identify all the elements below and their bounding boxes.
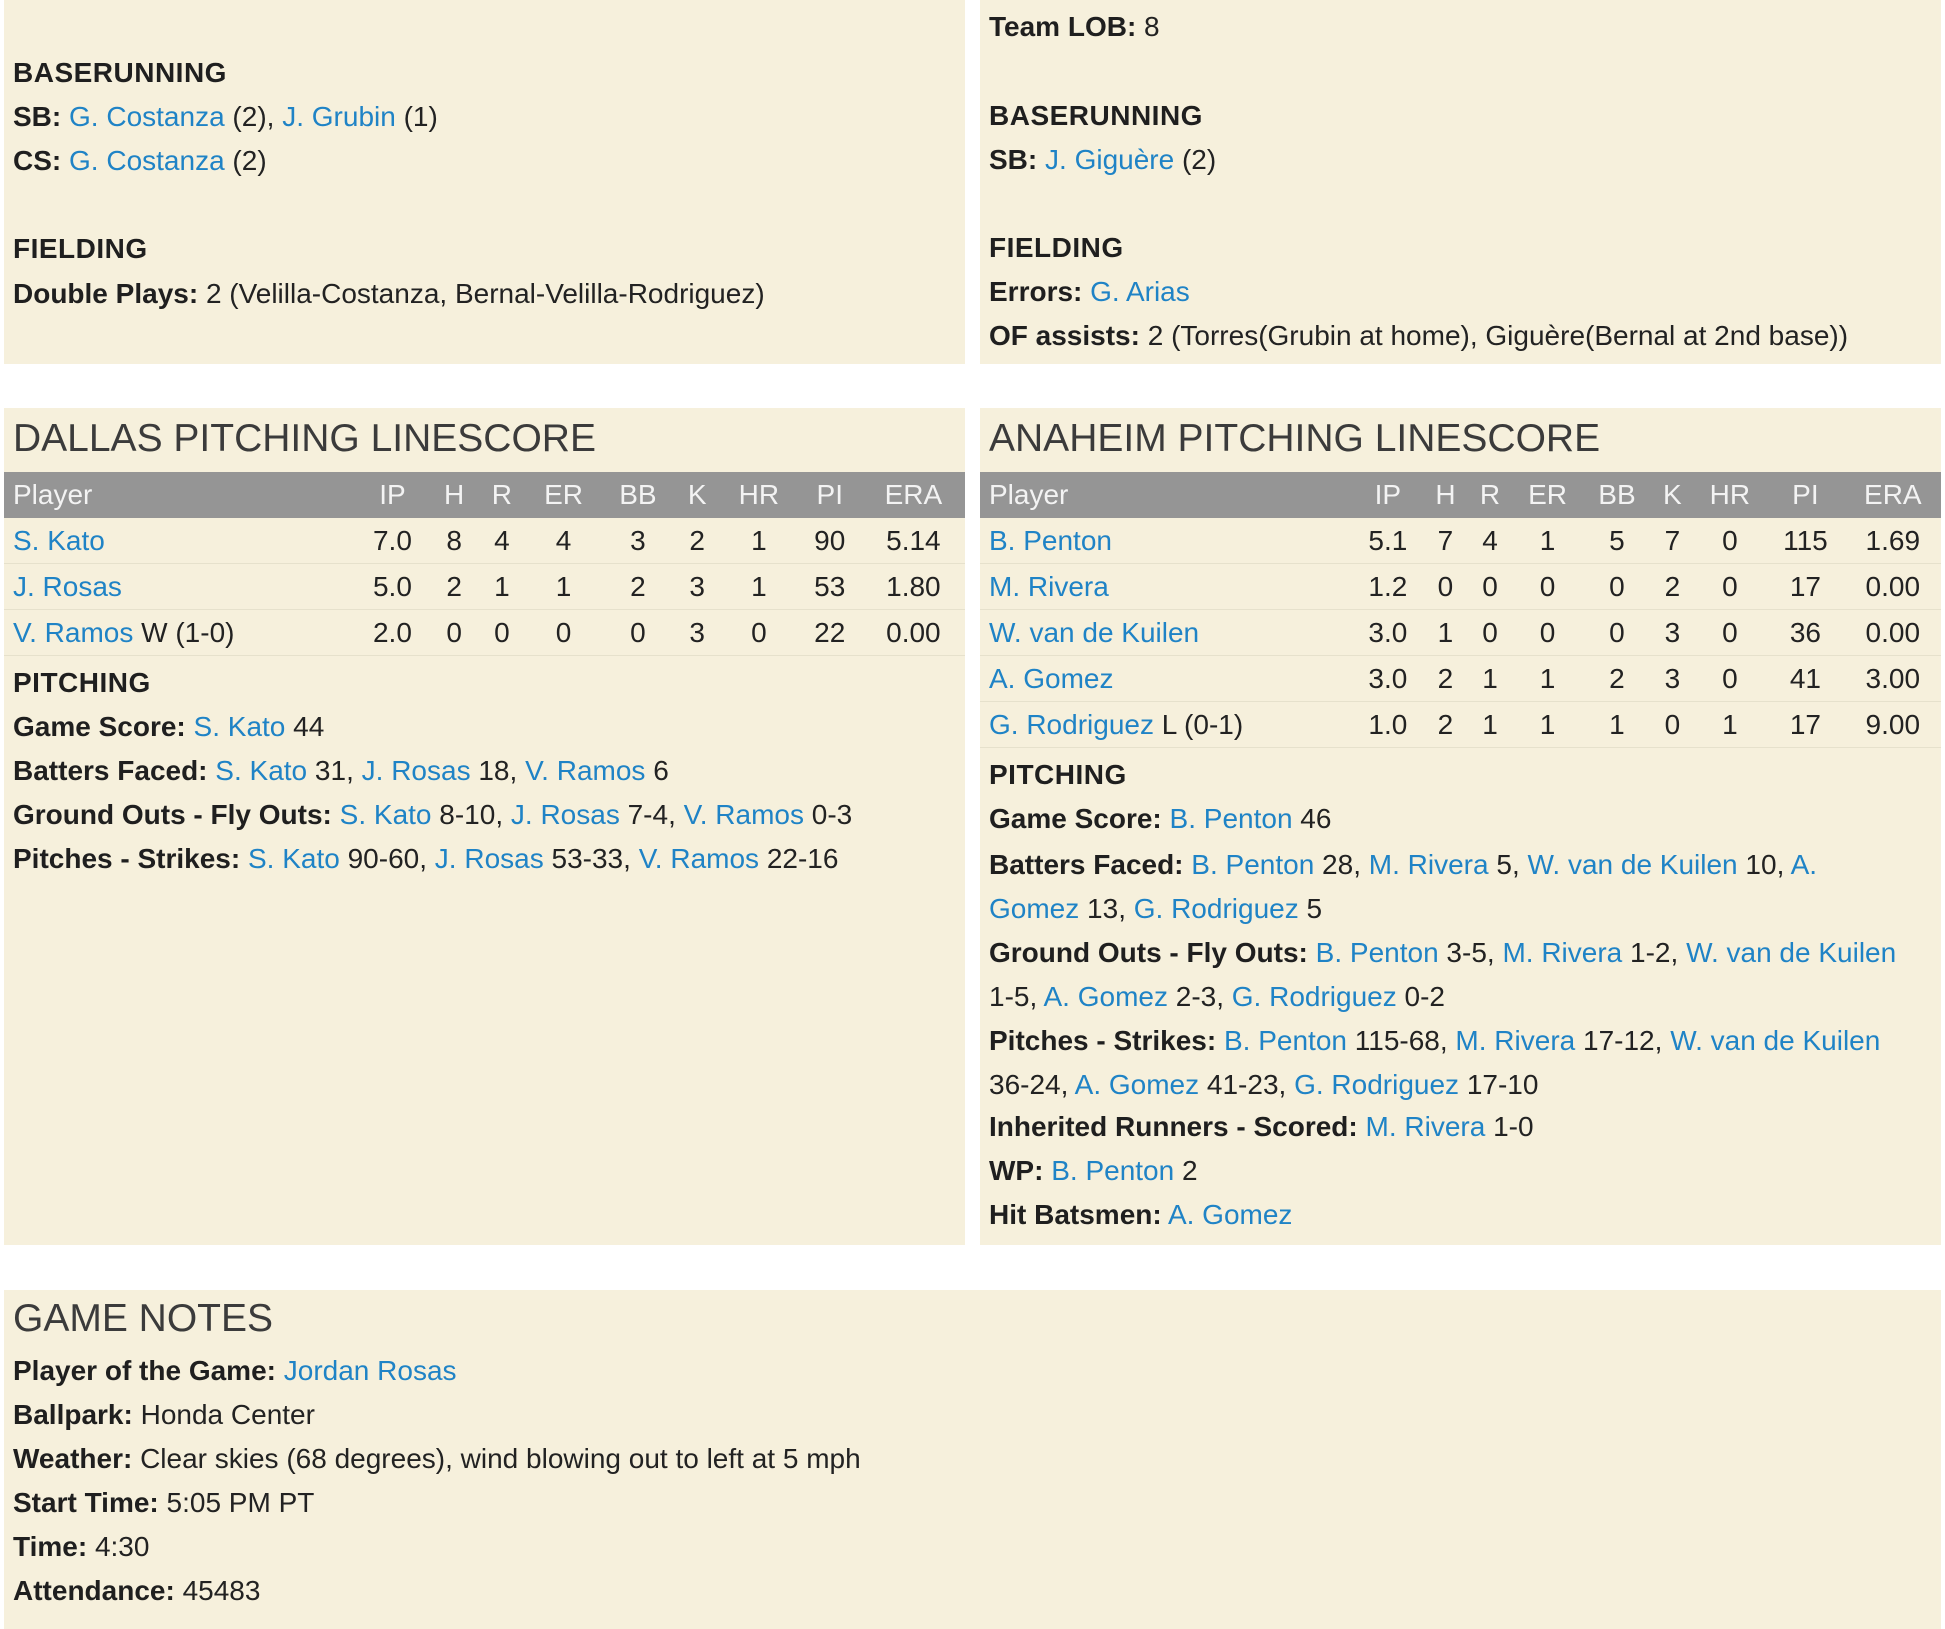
table-row bbox=[4, 564, 965, 610]
stat-cell: 3 bbox=[674, 610, 720, 656]
column-header-r: R bbox=[1468, 472, 1513, 518]
column-header-bb: BB bbox=[1583, 472, 1651, 518]
stat-cell: 0 bbox=[1468, 564, 1513, 610]
stat-cell: 90 bbox=[798, 518, 862, 564]
stat-cell: 1.2 bbox=[1353, 564, 1424, 610]
stat-cell: 7 bbox=[1423, 518, 1468, 564]
stat-value: 115-68 bbox=[1346, 1025, 1440, 1056]
table-row bbox=[980, 702, 1941, 748]
stat-cell: 3 bbox=[601, 518, 674, 564]
stat-cell: 0.00 bbox=[1845, 610, 1941, 656]
table-row bbox=[980, 656, 1941, 702]
stat-cell: 0.00 bbox=[1845, 564, 1941, 610]
column-header-ip: IP bbox=[355, 472, 431, 518]
stat-value: 10 bbox=[1737, 849, 1777, 880]
anaheim-pitching-header: PITCHING bbox=[989, 759, 1127, 790]
player-cell bbox=[980, 702, 1353, 748]
stat-value: 41-23 bbox=[1199, 1069, 1279, 1100]
stat-cell: 1 bbox=[526, 564, 601, 610]
stat-value: 2 bbox=[1174, 1155, 1198, 1186]
separator: , bbox=[419, 843, 435, 874]
note-label: Ground Outs - Fly Outs: bbox=[13, 799, 332, 830]
separator: , bbox=[668, 799, 684, 830]
stat-cell: 2 bbox=[1583, 656, 1651, 702]
stat-cell: 1.0 bbox=[1353, 702, 1424, 748]
dallas-sb-line bbox=[13, 97, 956, 137]
separator: , bbox=[1353, 849, 1369, 880]
dallas-sb-list bbox=[69, 101, 438, 132]
anaheim-wp-line bbox=[989, 1151, 1932, 1191]
stat-cell: 22 bbox=[798, 610, 862, 656]
stat-value: (2) bbox=[1174, 144, 1217, 175]
note-label: Game Score: bbox=[989, 803, 1162, 834]
player-cell bbox=[980, 610, 1353, 656]
note-label: Pitches - Strikes: bbox=[13, 843, 241, 874]
stat-value: 13 bbox=[1079, 893, 1119, 924]
player-link[interactable]: A. Gomez bbox=[1167, 1199, 1293, 1230]
stat-value: 0-3 bbox=[804, 799, 853, 830]
player-of-game-line bbox=[13, 1351, 1932, 1391]
anaheim-baserunning-fielding-panel bbox=[980, 0, 1941, 364]
attendance-label: Attendance: bbox=[13, 1575, 175, 1606]
stat-value: (2) bbox=[224, 101, 267, 132]
stat-value: 46 bbox=[1292, 803, 1332, 834]
player-link[interactable]: G. Costanza bbox=[69, 101, 225, 132]
player-link[interactable]: A. Gomez bbox=[989, 849, 1818, 924]
stat-cell: 0 bbox=[1423, 564, 1468, 610]
stat-cell: 17 bbox=[1766, 702, 1844, 748]
stat-value: 31 bbox=[307, 755, 347, 786]
dallas-double-plays-value: 2 (Velilla-Costanza, Bernal-Velilla-Rodriguez) bbox=[198, 278, 765, 309]
table-row bbox=[980, 518, 1941, 564]
note-label: Inherited Runners - Scored: bbox=[989, 1111, 1358, 1142]
game-notes-title: GAME NOTES bbox=[13, 1297, 274, 1340]
table-header-row bbox=[4, 472, 965, 518]
stat-value: 0-2 bbox=[1396, 981, 1445, 1012]
stat-cell: 3.00 bbox=[1845, 656, 1941, 702]
player-link[interactable]: G. Rodriguez bbox=[1231, 981, 1397, 1012]
stat-cell: 2 bbox=[1423, 656, 1468, 702]
player-link[interactable]: A. Gomez bbox=[1043, 981, 1168, 1012]
pitching-note-line bbox=[13, 751, 956, 791]
stat-cell: 3.0 bbox=[1353, 610, 1424, 656]
stat-cell: 17 bbox=[1766, 564, 1844, 610]
stat-cell: 7.0 bbox=[355, 518, 431, 564]
stat-cell: 0 bbox=[526, 610, 601, 656]
note-label: Pitches - Strikes: bbox=[989, 1025, 1217, 1056]
player-link[interactable]: V. Ramos bbox=[683, 799, 804, 830]
player-link[interactable]: M. Rivera bbox=[1455, 1025, 1576, 1056]
stat-cell: 0 bbox=[1694, 656, 1767, 702]
stat-cell: 0 bbox=[1583, 564, 1651, 610]
table-row bbox=[4, 518, 965, 564]
column-header-era: ERA bbox=[1845, 472, 1941, 518]
stat-value: 5 bbox=[1298, 893, 1323, 924]
anaheim-hit-batsmen-line bbox=[989, 1195, 1932, 1235]
player-link[interactable]: J. Rosas bbox=[434, 843, 544, 874]
player-link[interactable]: S. Kato bbox=[247, 843, 340, 874]
stat-cell: 1 bbox=[1512, 518, 1582, 564]
stat-cell: 9.00 bbox=[1845, 702, 1941, 748]
player-link[interactable]: S. Kato bbox=[339, 799, 432, 830]
anaheim-ground-fly-outs-line bbox=[989, 931, 1921, 1019]
anaheim-errors-label: Errors: bbox=[989, 276, 1083, 307]
stat-value: 5 bbox=[1488, 849, 1512, 880]
separator: , bbox=[1118, 893, 1134, 924]
stat-value: 17-12 bbox=[1575, 1025, 1655, 1056]
stat-cell: 0 bbox=[1583, 610, 1651, 656]
dallas-sb-label: SB: bbox=[13, 101, 62, 132]
dallas-double-plays-label: Double Plays: bbox=[13, 278, 199, 309]
separator: , bbox=[1486, 937, 1503, 968]
column-header-pi: PI bbox=[1766, 472, 1844, 518]
stat-value: 2-3 bbox=[1167, 981, 1217, 1012]
stat-value: 44 bbox=[285, 711, 325, 742]
stat-cell: 0 bbox=[601, 610, 674, 656]
stat-cell: 36 bbox=[1766, 610, 1844, 656]
stat-value: (1) bbox=[395, 101, 438, 132]
stat-cell: 0 bbox=[1694, 564, 1767, 610]
player-link[interactable]: B. Penton bbox=[1169, 803, 1293, 834]
column-header-pi: PI bbox=[798, 472, 862, 518]
player-link[interactable]: W. van de Kuilen bbox=[989, 616, 1200, 648]
player-link[interactable]: M. Rivera bbox=[1365, 1111, 1486, 1142]
dallas-pitching-header: PITCHING bbox=[13, 667, 151, 698]
table-row bbox=[4, 610, 965, 656]
separator: , bbox=[509, 755, 526, 786]
player-link[interactable]: M. Rivera bbox=[1502, 937, 1623, 968]
dallas-fielding-header: FIELDING bbox=[13, 233, 148, 264]
separator: , bbox=[1511, 849, 1528, 880]
stat-value: 22-16 bbox=[759, 843, 839, 874]
stat-cell: 1 bbox=[1583, 702, 1651, 748]
pitching-note-line bbox=[13, 707, 956, 747]
stat-value: 28 bbox=[1314, 849, 1354, 880]
player-link[interactable]: V. Ramos bbox=[638, 843, 760, 874]
start-time-value: 5:05 PM PT bbox=[158, 1487, 315, 1518]
table-header-row bbox=[980, 472, 1941, 518]
pitching-note-line bbox=[13, 795, 956, 835]
note-label: WP: bbox=[989, 1155, 1044, 1186]
note-label: Ground Outs - Fly Outs: bbox=[989, 937, 1308, 968]
anaheim-inherited-runners-line bbox=[989, 1107, 1932, 1147]
stat-cell: 0 bbox=[1651, 702, 1693, 748]
separator: , bbox=[266, 101, 283, 132]
stat-cell: 0 bbox=[1512, 564, 1582, 610]
stat-cell: 5 bbox=[1583, 518, 1651, 564]
weather-line bbox=[13, 1439, 1932, 1479]
player-link[interactable]: J. Rosas bbox=[510, 799, 620, 830]
column-header-k: K bbox=[1651, 472, 1693, 518]
column-header-ip: IP bbox=[1353, 472, 1424, 518]
decision-note: L (0-1) bbox=[1153, 708, 1244, 740]
stat-cell: 4 bbox=[526, 518, 601, 564]
note-label: Batters Faced: bbox=[989, 849, 1184, 880]
stat-cell: 0 bbox=[1694, 610, 1767, 656]
column-header-player: Player bbox=[4, 472, 355, 518]
player-link[interactable]: J. Rosas bbox=[361, 755, 471, 786]
stat-value: 1-0 bbox=[1485, 1111, 1534, 1142]
stat-value: 1-5 bbox=[989, 981, 1030, 1012]
dallas-cs-list bbox=[69, 145, 267, 176]
player-link[interactable]: M. Rivera bbox=[989, 570, 1109, 602]
player-cell bbox=[980, 564, 1353, 610]
player-link[interactable]: B. Penton bbox=[1191, 849, 1315, 880]
weather-label: Weather: bbox=[13, 1443, 133, 1474]
table-row bbox=[980, 564, 1941, 610]
anaheim-sb-label: SB: bbox=[989, 144, 1038, 175]
player-of-game-link[interactable]: Jordan Rosas bbox=[283, 1355, 457, 1386]
anaheim-fielding-header: FIELDING bbox=[989, 232, 1124, 263]
player-cell bbox=[4, 564, 355, 610]
stat-cell: 1 bbox=[478, 564, 526, 610]
dallas-cs-line bbox=[13, 141, 956, 181]
stat-cell: 1 bbox=[1468, 702, 1513, 748]
dallas-cs-label: CS: bbox=[13, 145, 62, 176]
note-label: Hit Batsmen: bbox=[989, 1199, 1162, 1230]
anaheim-team-lob-label: Team LOB: bbox=[989, 11, 1137, 42]
player-link[interactable]: B. Penton bbox=[1051, 1155, 1175, 1186]
start-time-label: Start Time: bbox=[13, 1487, 159, 1518]
anaheim-pitching-table bbox=[980, 472, 1941, 748]
stat-value: 53-33 bbox=[543, 843, 624, 874]
player-link[interactable]: J. Giguère bbox=[1045, 144, 1175, 175]
attendance-value: 45483 bbox=[174, 1575, 261, 1606]
separator: , bbox=[346, 755, 362, 786]
player-link[interactable]: G. Costanza bbox=[69, 145, 225, 176]
column-header-era: ERA bbox=[862, 472, 965, 518]
start-time-line bbox=[13, 1483, 1932, 1523]
stat-cell: 0 bbox=[1512, 610, 1582, 656]
time-label: Time: bbox=[13, 1531, 88, 1562]
player-cell bbox=[4, 518, 355, 564]
anaheim-baserunning-header: BASERUNNING bbox=[989, 100, 1203, 131]
stat-value: 3-5 bbox=[1438, 937, 1487, 968]
stat-cell: 1 bbox=[720, 518, 798, 564]
stat-cell: 4 bbox=[1468, 518, 1513, 564]
player-link[interactable]: G. Rodriguez bbox=[1294, 1069, 1460, 1100]
column-header-r: R bbox=[478, 472, 526, 518]
stat-cell: 2 bbox=[601, 564, 674, 610]
player-cell bbox=[4, 610, 355, 656]
dallas-pitching-panel bbox=[4, 408, 965, 1245]
time-line bbox=[13, 1527, 1932, 1567]
dallas-baserunning-fielding-panel bbox=[4, 0, 965, 364]
player-link[interactable]: G. Rodriguez bbox=[1133, 893, 1299, 924]
stat-value: 90-60 bbox=[339, 843, 420, 874]
player-link[interactable]: V. Ramos bbox=[525, 755, 646, 786]
stat-value: 17-10 bbox=[1459, 1069, 1539, 1100]
column-header-bb: BB bbox=[601, 472, 674, 518]
column-header-er: ER bbox=[526, 472, 601, 518]
stat-value: 6 bbox=[645, 755, 669, 786]
anaheim-errors-line bbox=[989, 272, 1932, 312]
player-link[interactable]: A. Gomez bbox=[989, 662, 1114, 694]
note-label: Game Score: bbox=[13, 711, 186, 742]
column-header-k: K bbox=[674, 472, 720, 518]
stat-cell: 8 bbox=[430, 518, 478, 564]
player-link[interactable]: W. van de Kuilen bbox=[1670, 1025, 1881, 1056]
stat-cell: 1 bbox=[1423, 610, 1468, 656]
weather-value: Clear skies (68 degrees), wind blowing out to left at 5 mph bbox=[132, 1443, 861, 1474]
separator: , bbox=[1439, 1025, 1456, 1056]
stat-value: (2) bbox=[224, 145, 267, 176]
stat-cell: 1.80 bbox=[862, 564, 965, 610]
table-row bbox=[980, 610, 1941, 656]
stat-cell: 0 bbox=[430, 610, 478, 656]
player-link[interactable]: J. Rosas bbox=[13, 570, 122, 602]
stat-cell: 3 bbox=[1651, 610, 1693, 656]
time-value: 4:30 bbox=[87, 1531, 150, 1562]
player-link[interactable]: A. Gomez bbox=[1074, 1069, 1200, 1100]
decision-note: W (1-0) bbox=[133, 616, 235, 648]
anaheim-batters-faced-line bbox=[989, 843, 1871, 931]
stat-cell: 5.1 bbox=[1353, 518, 1424, 564]
anaheim-team-lob-line bbox=[989, 7, 1932, 47]
separator: , bbox=[623, 843, 639, 874]
ballpark-value: Honda Center bbox=[132, 1399, 315, 1430]
stat-value: 1-2 bbox=[1622, 937, 1671, 968]
anaheim-pitches-strikes-line bbox=[989, 1019, 1921, 1107]
player-link[interactable]: B. Penton bbox=[1315, 937, 1439, 968]
stat-cell: 0 bbox=[720, 610, 798, 656]
dallas-double-plays-line bbox=[13, 274, 956, 314]
stat-cell: 1 bbox=[720, 564, 798, 610]
stat-cell: 1 bbox=[1512, 702, 1582, 748]
player-link[interactable]: G. Rodriguez bbox=[989, 708, 1154, 740]
stat-cell: 5.14 bbox=[862, 518, 965, 564]
stat-cell: 3 bbox=[1651, 656, 1693, 702]
stat-value: 18 bbox=[470, 755, 510, 786]
stat-cell: 0 bbox=[1694, 518, 1767, 564]
column-header-hr: HR bbox=[720, 472, 798, 518]
player-link[interactable]: B. Penton bbox=[1223, 1025, 1347, 1056]
anaheim-sb-line bbox=[989, 140, 1932, 180]
anaheim-sb-list bbox=[1045, 144, 1216, 175]
stat-cell: 1 bbox=[1468, 656, 1513, 702]
stat-value: 8-10 bbox=[431, 799, 496, 830]
note-label: Batters Faced: bbox=[13, 755, 208, 786]
pitching-note-line bbox=[13, 839, 956, 879]
player-link[interactable]: M. Rivera bbox=[1368, 849, 1489, 880]
anaheim-pitching-panel bbox=[980, 408, 1941, 1245]
column-header-h: H bbox=[430, 472, 478, 518]
stat-cell: 2 bbox=[1423, 702, 1468, 748]
anaheim-errors-player-link[interactable]: G. Arias bbox=[1090, 276, 1190, 307]
column-header-hr: HR bbox=[1694, 472, 1767, 518]
stat-value: 36-24 bbox=[989, 1069, 1061, 1100]
player-link[interactable]: S. Kato bbox=[215, 755, 308, 786]
separator: , bbox=[1060, 1069, 1075, 1100]
stat-cell: 1 bbox=[1512, 656, 1582, 702]
stat-cell: 0.00 bbox=[862, 610, 965, 656]
anaheim-pitching-title: ANAHEIM PITCHING LINESCORE bbox=[989, 417, 1601, 460]
column-header-h: H bbox=[1423, 472, 1468, 518]
player-link[interactable]: J. Grubin bbox=[282, 101, 396, 132]
anaheim-of-assists-line bbox=[989, 316, 1932, 356]
stat-cell: 3 bbox=[674, 564, 720, 610]
stat-cell: 3.0 bbox=[1353, 656, 1424, 702]
player-of-game-label: Player of the Game: bbox=[13, 1355, 276, 1386]
stat-cell: 2 bbox=[1651, 564, 1693, 610]
dallas-baserunning-header: BASERUNNING bbox=[13, 57, 227, 88]
ballpark-line bbox=[13, 1395, 1932, 1435]
dallas-pitching-table bbox=[4, 472, 965, 656]
ballpark-label: Ballpark: bbox=[13, 1399, 133, 1430]
attendance-line bbox=[13, 1571, 1932, 1611]
stat-cell: 41 bbox=[1766, 656, 1844, 702]
separator: , bbox=[1776, 849, 1791, 880]
stat-cell: 1 bbox=[1694, 702, 1767, 748]
player-link[interactable]: S. Kato bbox=[193, 711, 286, 742]
stat-cell: 0 bbox=[1468, 610, 1513, 656]
stat-cell: 53 bbox=[798, 564, 862, 610]
anaheim-game-score-line bbox=[989, 799, 1932, 839]
stat-cell: 1.69 bbox=[1845, 518, 1941, 564]
stat-cell: 5.0 bbox=[355, 564, 431, 610]
separator: , bbox=[1654, 1025, 1671, 1056]
stat-cell: 2 bbox=[430, 564, 478, 610]
player-link[interactable]: W. van de Kuilen bbox=[1686, 937, 1897, 968]
separator: , bbox=[495, 799, 511, 830]
stat-cell: 0 bbox=[478, 610, 526, 656]
stat-cell: 115 bbox=[1766, 518, 1844, 564]
stat-cell: 7 bbox=[1651, 518, 1693, 564]
separator: , bbox=[1029, 981, 1044, 1012]
player-cell bbox=[980, 518, 1353, 564]
player-link[interactable]: B. Penton bbox=[989, 524, 1112, 556]
column-header-player: Player bbox=[980, 472, 1353, 518]
anaheim-of-assists-value: 2 (Torres(Grubin at home), Giguère(Bernal at 2nd base)) bbox=[1139, 320, 1849, 351]
separator: , bbox=[1278, 1069, 1295, 1100]
player-link[interactable]: V. Ramos bbox=[13, 616, 134, 648]
player-link[interactable]: W. van de Kuilen bbox=[1527, 849, 1738, 880]
separator: , bbox=[1216, 981, 1232, 1012]
stat-value: 7-4 bbox=[619, 799, 669, 830]
player-cell bbox=[980, 656, 1353, 702]
stat-cell: 2.0 bbox=[355, 610, 431, 656]
separator: , bbox=[1670, 937, 1687, 968]
column-header-er: ER bbox=[1512, 472, 1582, 518]
game-notes-panel bbox=[4, 1290, 1941, 1629]
stat-cell: 2 bbox=[674, 518, 720, 564]
player-link[interactable]: S. Kato bbox=[13, 524, 105, 556]
dallas-pitching-title: DALLAS PITCHING LINESCORE bbox=[13, 417, 596, 460]
anaheim-team-lob-value: 8 bbox=[1136, 11, 1160, 42]
stat-cell: 4 bbox=[478, 518, 526, 564]
anaheim-of-assists-label: OF assists: bbox=[989, 320, 1140, 351]
